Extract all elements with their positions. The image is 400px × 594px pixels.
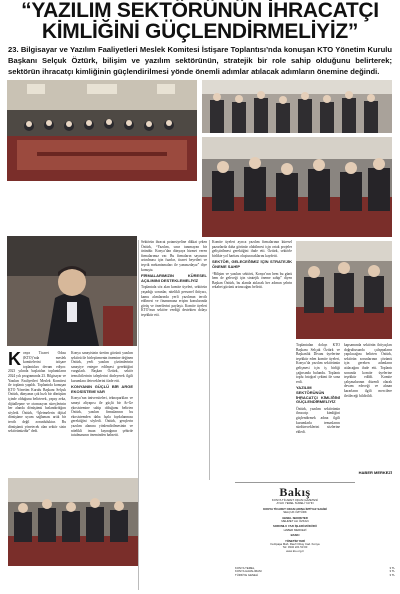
price-label: KONYA TEMEL (235, 566, 255, 570)
imprint-issue: AYLIK YEREL SÜRELİ YAYIN (276, 501, 314, 506)
photo-participants (296, 241, 392, 339)
column-1-text: onya Ticaret Odası (KTO)’nda meslek komitelerini istişare toplantıları devam ediyor. 2023 yılında başlatılan toplantıların 2024 yılı programında 23. Bilgisayar ve Yazılım Faaliyetleri Meslek Komitesi ile toplantı yapıldı. Toplantıda konuşan KTO Yönetim Kurulu Başkanı Selçuk Öztürk, dünyanın çok hızlı bir dönüşüm içinde olduğunu belirterek, yapay zeka, dijitalleşme ve otomasyon süreçlerinin her alanda dönüşümü hızlandırdığını söyledi. Öztürk, “İşletmelerin dijital dönüşüme uyum sağlaması artık bir tercih değil zorunluluktur. Bu dönüşümü yönetecek olan sektör sizin sektörünüzdür” dedi. (8, 351, 66, 434)
imprint-address: Feritpaşa Mah. Rauf Orbay Cad. Konya (270, 542, 320, 547)
column-divider (209, 240, 210, 480)
column-2-subhead: KONYANIN GÜÇLÜ BİR ARGE EKOSİSTEMİ VAR (71, 384, 133, 394)
price-value: 3 TL (389, 569, 395, 574)
price-row (235, 574, 395, 577)
imprint-gm: MEHMET ALI ÖZKAN (281, 519, 309, 524)
front-row-photo-art (8, 478, 138, 566)
price-value: 3 TL (389, 572, 395, 577)
imprint-publisher-label: KONYA TİCARET ODASI ADINA İMTİYAZ SAHİBİ (263, 506, 327, 511)
photo-speaker (7, 236, 137, 346)
participants-photo-art (296, 241, 392, 339)
headline-line-2: KİMLİĞİNİ GÜÇLENDİRMELİYİZ” (41, 20, 359, 43)
column-3-text-b: Toplantıda söz alan komite üyeleri, sektörün yaşadığı sorunlar, nitelikli personel ihtiyacı, kamu alımlarında yerli yazılımın tercih edilmesi ve finansmana erişim konularında görüş ve önerilerini paylaştı. Komite üyeleri KTO’nun sektöre verdiği destekten dolayı teşekkür etti. (141, 285, 207, 317)
column-5-text-b: Öztürk, yazılım sektörünün ihracatçı kimliğini güçlendirmek adına ilgili kurumlarla temaslarını sürdüreceklerini sözlerine ekledi. (296, 406, 340, 434)
article-column-5 (296, 343, 340, 480)
newspaper-logo: Bakış (279, 485, 311, 499)
headline-line-1: “YAZILIM SEKTÖRÜNÜN İHRACATÇI (21, 0, 379, 22)
meeting-table-photo-art (7, 80, 197, 181)
photo-audience-right (202, 137, 392, 237)
column-2-text-b: Konya’nın üniversiteleri, teknoparkları ve sanayi altyapısı ile güçlü bir Ar-Ge ekosistemine sahip olduğunu belirten Öztürk, yazılım firmalarının bu ekosistemden daha fazla faydalanması gerektiğini söyledi. Öztürk, gençlerin yazılım alanına yönlendirilmesinin ve nitelikli insan kaynağının şehirde tutulmasının öneminden bahsetti. (71, 396, 133, 438)
column-divider (138, 240, 139, 590)
article-column-1 (8, 351, 66, 475)
photo-meeting-table (7, 80, 197, 181)
imprint-gm-label: GENEL SEKRETER (282, 515, 308, 520)
column-4-text-a: Komite üyeleri ayrıca yazılım firmalarının küresel pazarlarda daha görünür olabilmesi için ortak projeler geliştirilmesi gerektiğini ifade etti. Öztürk, sektörle birlikte yol haritası oluşturacaklarını kaydetti. (212, 240, 292, 258)
audience-right-photo-art (202, 137, 392, 237)
imprint-publisher: SELÇUK ÖZTÜRK (283, 510, 307, 515)
photo-audience-left (202, 80, 392, 133)
article-column-2 (71, 351, 133, 475)
imprint-print-label: BASKI (290, 533, 300, 538)
imprint-editor-label: SORUMLU YAZI İŞLERİ MÜDÜRÜ (273, 524, 317, 529)
article-column-6 (344, 343, 392, 468)
price-list (235, 567, 395, 577)
speaker-photo-art (7, 236, 137, 346)
imprint-website: www.kto.org.tr (286, 548, 304, 553)
lead-paragraph: 23. Bilgisayar ve Yazılım Faaliyetleri Meslek Komitesi İstişare Toplantısı’nda konuşan KTO Yönetim Kurulu Başkanı Selçuk Öztürk, bilişim ve yazılım sektörünün, stratejik bir role sahip olduğunu belirterek; sektörün ihracatçı kimliğinin güçlendirilmesi yönde önemli adımlar atılacak adımların önemine değindi. (8, 45, 392, 76)
price-value: 3 TL (389, 566, 395, 570)
column-4-text-b: “Bilişim ve yazılım sektörü, Konya’nın hem bu günü hem de geleceği için stratejik öneme sahip” diyen Başkan Öztürk, bu alanda atılacak her adımın şehrin rekabet gücünü artıracağını belirtti. (212, 271, 292, 290)
audience-photo-art (202, 80, 392, 133)
imprint-editor: HABER MERKEZİ (283, 527, 307, 532)
imprint-address-label: YÖNETİM YERİ (285, 538, 305, 543)
column-2-text-a: Konya sanayisinin üretim gücünü yazılım sektörü ile birleştirmenin önemine değinen Öztürk, yerli yazılım çözümlerinin sanayiye entegre edilmesi gerektiğini vurguladı. Başkan Öztürk, sektör temsilcilerinin taleplerini dinleyerek ilgili kurumlara ileteceklerini ifade etti. (71, 351, 133, 383)
author-credit: HABER MERKEZİ (358, 470, 392, 475)
imprint-org: KONYA TİCARET ODASI GAZETESİ (271, 498, 319, 502)
column-3-subhead: FİRMALARIMIZIN KÜRESEL AÇILIMINI DESTEKLEMELİYİZ (141, 273, 207, 283)
column-6-text: kapsamında sektörün ihtiyaçları doğrultusunda çalışmaların yapılacağını belirten Öztürk, sektörün sorunlarının çözümü için gereken adımların atılacağını ifade etti. Toplantı sonunda komite üyelerine teşekkür edildi. Komite çalışmalarının düzenli olarak devam edeceği ve alınan kararların ilgili mercilere iletileceği bildirildi. (344, 343, 392, 398)
column-5-text-a: Toplantıdan dolayı KTO Başkanı Selçuk Öztürk ve Başkanlık Divanı üyelerine teşekkür eden komite üyeleri, Konya’da yazılım sektörünün gelişmesi için iş birliği çağrısında bulundu. Toplantı toplu fotoğraf çekimi ile sona erdi. (296, 343, 340, 384)
drop-cap: K (8, 351, 21, 369)
photo-front-row (8, 478, 138, 566)
headline (6, 0, 394, 42)
price-label: TÜRKİYE GENELİ (235, 572, 259, 577)
article-column-3 (141, 240, 207, 590)
column-5-subhead: YAZILIM SEKTÖRÜNÜN İHRACATÇI KİMLİĞİNİ GÜÇLENDİRMELİYİZ (296, 385, 340, 405)
price-label: KONYA HAVALİMANI (235, 569, 262, 574)
column-3-text-a: Sektörün ihracat potansiyeline dikkat çeken Öztürk, “Yazılım, sınır tanımayan bir üründür. Konya’dan dünyaya hizmet veren firmalarımız var. Bu firmaların sayısının artırılması için fuarlar, ticaret heyetleri ve teşvik mekanizmaları ile yanınızdayız” diye konuştu. (141, 240, 207, 272)
imprint-phone: Tel: 0332 221 53 00 (282, 545, 308, 550)
column-4-subhead: SEKTÖR, GELECEĞİMİZ İÇİN STRATEJİK ÖNEME SAHİP (212, 259, 292, 269)
article-column-4 (212, 240, 292, 480)
